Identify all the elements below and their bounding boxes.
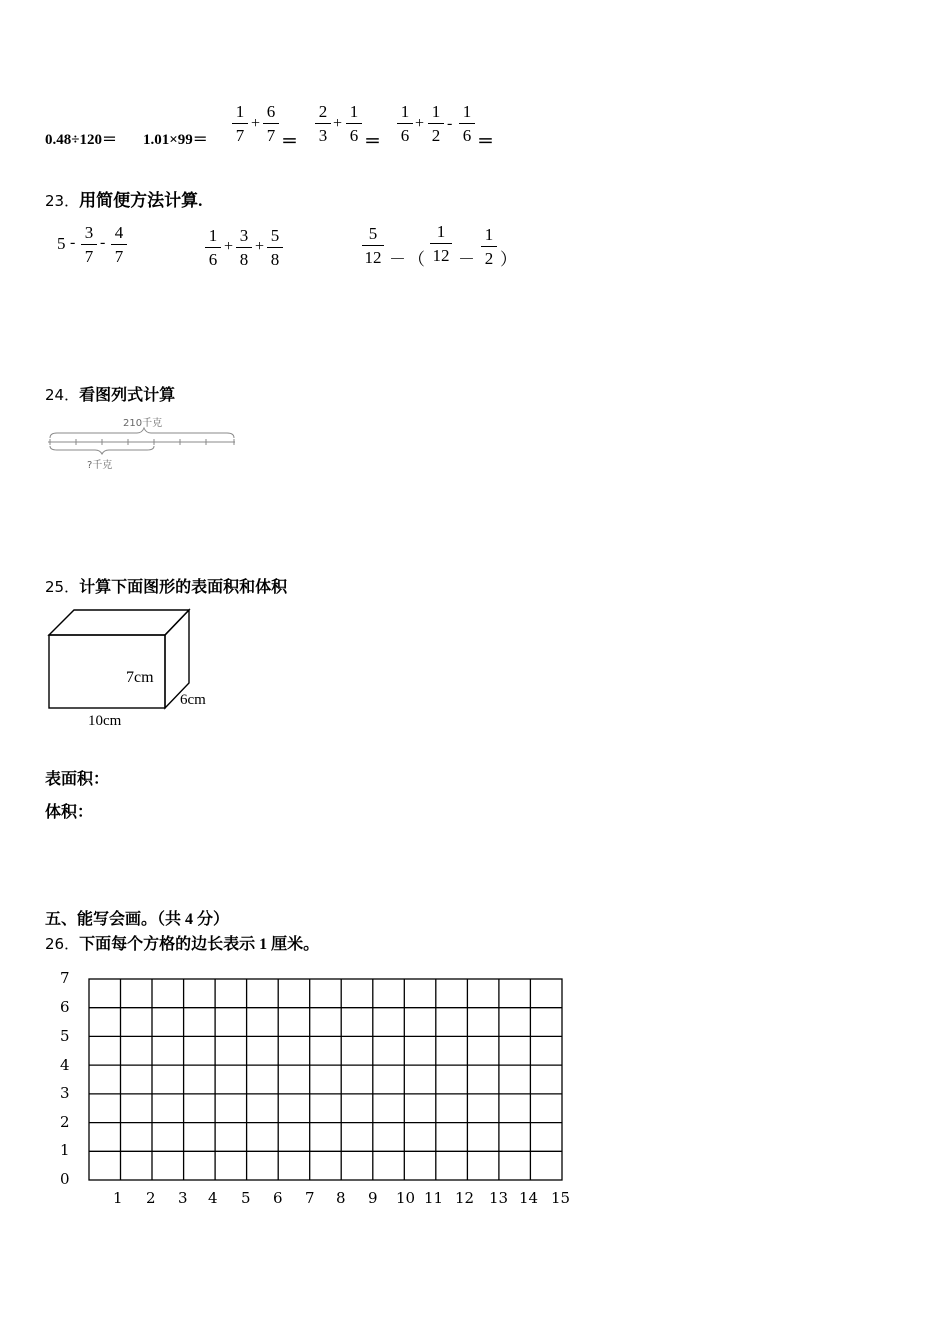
q25-heading xyxy=(45,574,287,597)
equals-sign: ＝ xyxy=(364,132,381,151)
fraction: 1 7 xyxy=(231,103,249,144)
segment-diagram xyxy=(45,412,245,474)
y-axis-label: 2 xyxy=(60,1113,70,1131)
fraction: 2 3 xyxy=(314,103,332,144)
equals-sign: ＝ xyxy=(281,132,298,151)
equals-sign: ＝ xyxy=(477,132,494,151)
minus-sign: - xyxy=(447,115,453,132)
fraction: 5 12 xyxy=(361,225,385,266)
x-axis-label: 11 xyxy=(424,1189,444,1207)
q22-expr-1: 0.48÷120＝ xyxy=(45,132,117,148)
fraction: 1 12 xyxy=(429,223,453,264)
q23-heading xyxy=(45,186,202,211)
question-title: 用简便方法计算. xyxy=(79,191,203,210)
fraction: 1 6 xyxy=(458,103,476,144)
x-axis-label: 8 xyxy=(336,1189,346,1207)
fraction: 3 7 xyxy=(80,224,98,265)
volume-label: 体积： xyxy=(45,804,94,821)
x-axis-label: 13 xyxy=(489,1189,509,1207)
plus-sign: + xyxy=(251,115,261,132)
y-axis-label: 6 xyxy=(60,998,70,1016)
height-label: 7cm xyxy=(126,669,154,686)
fraction: 1 6 xyxy=(204,227,222,268)
top-brace xyxy=(50,428,234,438)
surface-area-label: 表面积： xyxy=(45,771,110,788)
y-axis-label: 1 xyxy=(60,1141,70,1159)
cuboid-figure xyxy=(40,600,230,735)
square-grid xyxy=(88,978,564,1183)
bottom-brace xyxy=(50,446,154,454)
x-axis-label: 6 xyxy=(273,1189,283,1207)
y-axis-label: 4 xyxy=(60,1056,70,1074)
x-axis-label: 12 xyxy=(455,1189,475,1207)
fraction: 4 7 xyxy=(110,224,128,265)
fraction: 1 2 xyxy=(480,226,498,267)
minus-sign: － xyxy=(389,250,406,269)
y-axis-label: 0 xyxy=(60,1170,70,1188)
unknown-label: ?千克 xyxy=(87,460,113,471)
x-axis-label: 9 xyxy=(368,1189,378,1207)
y-axis-label: 5 xyxy=(60,1027,70,1045)
whole-number: 5 xyxy=(57,234,66,253)
x-axis-label: 7 xyxy=(305,1189,315,1207)
x-axis-label: 15 xyxy=(551,1189,571,1207)
x-axis-label: 1 xyxy=(113,1189,123,1207)
minus-sign: - xyxy=(70,234,76,251)
plus-sign: + xyxy=(224,238,234,255)
open-paren: （ xyxy=(408,250,425,269)
question-number: 24． xyxy=(45,386,80,404)
x-axis-label: 3 xyxy=(178,1189,188,1207)
question-number: 25． xyxy=(45,578,80,596)
question-title: 计算下面图形的表面积和体积 xyxy=(79,579,288,596)
plus-sign: + xyxy=(255,238,265,255)
question-title: 看图列式计算 xyxy=(79,387,176,404)
question-number: 26． xyxy=(45,935,80,953)
total-label: 210千克 xyxy=(123,418,163,429)
fraction: 1 2 xyxy=(427,103,445,144)
grid-lines xyxy=(89,979,562,1180)
question-number: 23． xyxy=(45,192,80,210)
length-label: 10cm xyxy=(88,713,122,729)
q24-heading xyxy=(45,382,175,405)
y-axis-label: 7 xyxy=(60,969,70,987)
minus-sign: － xyxy=(458,250,475,269)
plus-sign: + xyxy=(333,115,343,132)
close-paren: ） xyxy=(500,250,517,269)
fraction: 5 8 xyxy=(266,227,284,268)
fraction: 1 6 xyxy=(396,103,414,144)
q22-expr-2: 1.01×99＝ xyxy=(143,132,208,148)
depth-label: 6cm xyxy=(180,692,206,708)
question-title: 下面每个方格的边长表示 1 厘米。 xyxy=(79,936,320,953)
x-axis-label: 5 xyxy=(241,1189,251,1207)
x-axis-label: 14 xyxy=(519,1189,539,1207)
q26-heading xyxy=(45,931,319,954)
plus-sign: + xyxy=(415,115,425,132)
minus-sign: - xyxy=(100,234,106,251)
x-axis-label: 2 xyxy=(146,1189,156,1207)
fraction: 3 8 xyxy=(235,227,253,268)
section-title: 五、能写会画。（共 4 分） xyxy=(45,911,230,928)
y-axis-label: 3 xyxy=(60,1084,70,1102)
fraction: 1 6 xyxy=(345,103,363,144)
x-axis-label: 10 xyxy=(396,1189,416,1207)
fraction: 6 7 xyxy=(262,103,280,144)
x-axis-label: 4 xyxy=(208,1189,218,1207)
